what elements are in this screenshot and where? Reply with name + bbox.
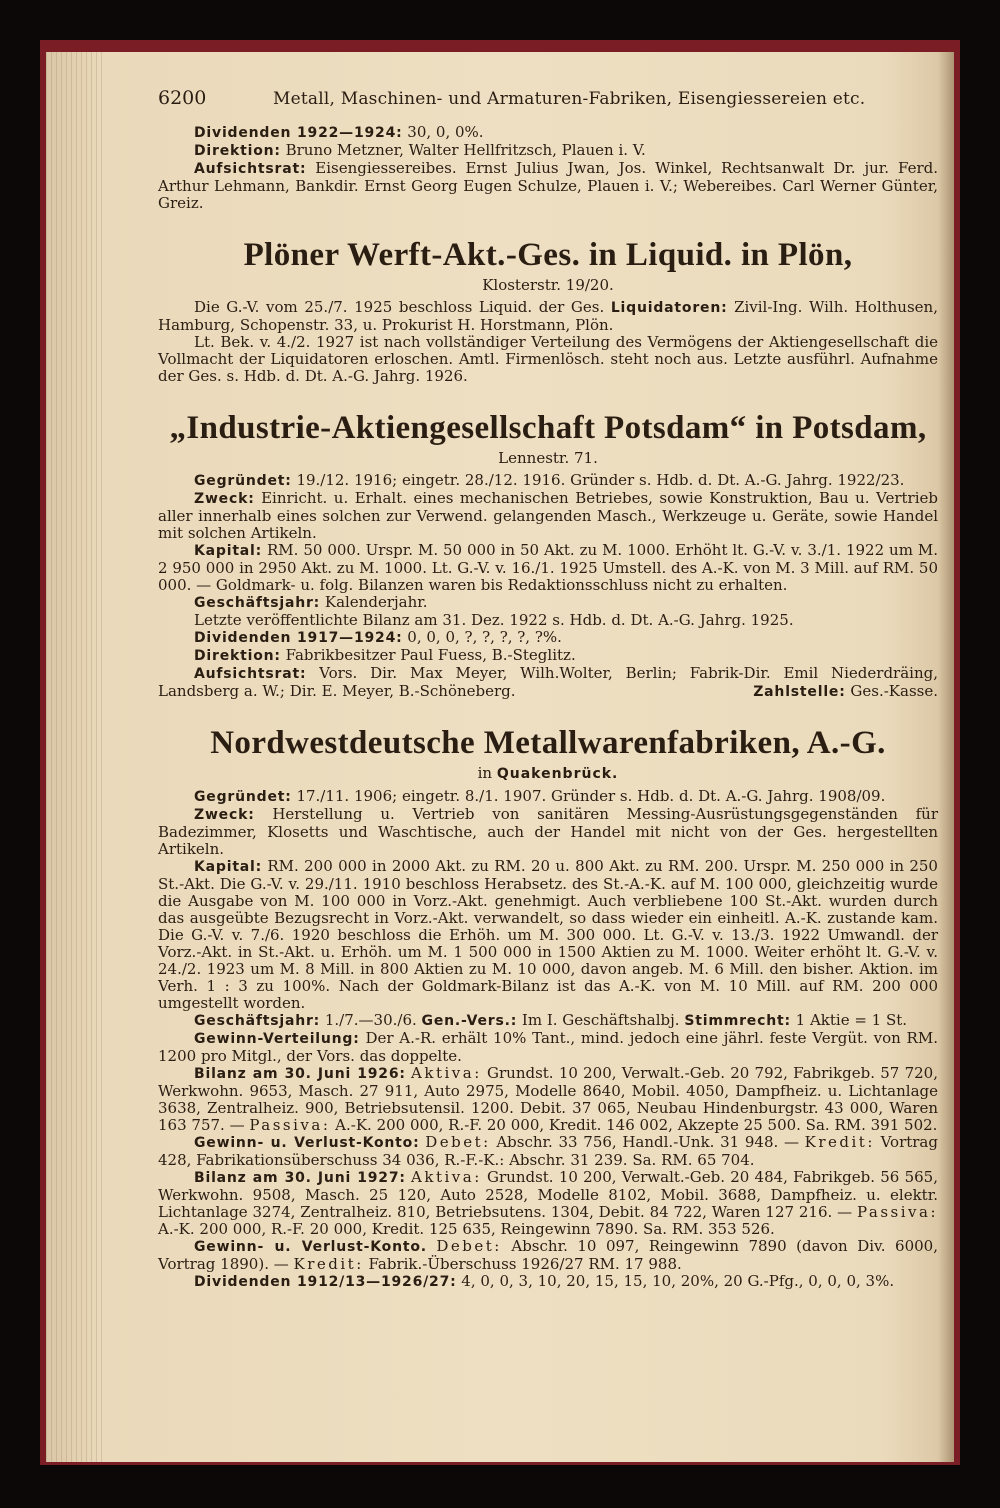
aktiva-label: Aktiva:: [411, 1168, 482, 1186]
debet-label: Debet:: [436, 1237, 502, 1255]
field-text: Abschr. 10 097, Reingewinn 7890 (davon Div. 6000, Vortrag 1890). —: [158, 1237, 938, 1273]
entry-title: Nordwestdeutsche Metallwarenfabriken, A.-G.: [210, 725, 886, 761]
page-number: 6200: [158, 87, 207, 109]
field-text: 0, 0, 0, ?, ?, ?, ?, ?%.: [407, 628, 562, 646]
paragraph: [158, 1134, 938, 1169]
field-text: 1 Aktie = 1 St.: [795, 1011, 908, 1029]
field-label: Gegründet:: [194, 473, 292, 489]
field-text: Zivil-Ing. Wilh. Holthusen, Hamburg, Schopenstr. 33, u. Prokurist H. Horstmann, Plön.: [158, 298, 938, 334]
field-text: Bruno Metzner, Walter Hellfritzsch, Plauen i. V.: [285, 141, 646, 159]
field-label: Dividenden 1917—1924:: [194, 630, 403, 646]
paragraph: [158, 490, 938, 542]
paragraph: [158, 647, 938, 665]
location-prefix: in: [477, 764, 493, 782]
field-label: Dividenden 1912/13—1926/27:: [194, 1274, 457, 1290]
field-text: Grundst. 10 200, Verwalt.-Geb. 20 792, Fabrikgeb. 57 720, Werkwohn. 9653, Masch. 27 911, Auto 2975, Modelle 8640, Mobil. 4050, Dampfheiz. u. Lichtanlage 3638, Zentralheiz. 900, Betriebsutensil. 1200. Debit. 37 065, Neubau Hindenburgstr. 43 000, Waren 163 757. —: [158, 1064, 938, 1134]
field-text: Einricht. u. Erhalt. eines mechanischen Betriebes, sowie Konstruktion, Bau u. Vertrieb aller innerhalb eines solchen zur Verwend. gelangenden Masch., Werkzeuge u. Geräte, sowie Handel mit solchen Artikeln.: [158, 489, 938, 542]
paragraph: [158, 788, 938, 806]
debet-label: Debet:: [425, 1133, 491, 1151]
field-label: Aufsichtsrat:: [194, 161, 307, 177]
field-text: 30, 0, 0%.: [407, 123, 484, 141]
paragraph: [158, 806, 938, 858]
paragraph: [158, 472, 938, 490]
field-text: 1./7.—30./6.: [324, 1011, 417, 1029]
field-text: 19./12. 1916; eingetr. 28./12. 1916. Gründer s. Hdb. d. Dt. A.-G. Jahrg. 1922/23.: [296, 471, 905, 489]
field-text: Kalenderjahr.: [324, 593, 428, 611]
field-label: Direktion:: [194, 648, 281, 664]
field-label: Dividenden 1922—1924:: [194, 125, 403, 141]
page-header: [158, 87, 938, 109]
field-text: 4, 0, 0, 3, 10, 20, 15, 15, 10, 20%, 20 G.-Pfg., 0, 0, 0, 3%.: [461, 1272, 895, 1290]
field-label: Kapital:: [194, 543, 263, 559]
field-label: Aufsichtsrat:: [194, 666, 307, 682]
paragraph: [158, 629, 938, 647]
passiva-label: Passiva:: [249, 1116, 331, 1134]
paragraph: [158, 542, 938, 594]
field-text: 17./11. 1906; eingetr. 8./1. 1907. Gründer s. Hdb. d. Dt. A.-G. Jahrg. 1908/09.: [296, 787, 886, 805]
paragraph: [158, 124, 938, 142]
field-label: Zweck:: [194, 807, 255, 823]
field-text: Vortrag 428, Fabrikationsüberschuss 34 036, R.-F.-K.: Abschr. 31 239. Sa. RM. 65 704.: [158, 1133, 938, 1169]
page-edge-stack: [46, 52, 106, 1462]
field-text: Die G.-V. vom 25./7. 1925 beschloss Liquid. der Ges.: [194, 298, 605, 316]
field-label: Direktion:: [194, 143, 281, 159]
field-text: RM. 200 000 in 2000 Akt. zu RM. 20 u. 800 Akt. zu RM. 200. Urspr. M. 250 000 in 250 St.-Akt. Die G.-V. v. 29./11. 1910 beschloss Herabsetz. des St.-A.-K. auf M. 100 000, gleichzeitig wurde die Ausgabe von M. 100 000 in Vorz.-Akt. genehmigt. Auch verbliebene 100 St.-Akt. wurden durch das ausgeübte Bezugsrecht in Vorz.-Akt. verwandelt, so dass wieder ein einheitl. A.-K. zustande kam. Die G.-V. v. 7./6. 1920 beschloss die Erhöh. um M. 300 000. Lt. G.-V. v. 13./3. 1922 Umwandl. der Vorz.-Akt. in St.-Akt. u. Erhöh. um M. 1 500 000 in 1500 Aktien zu M. 1000. Weiter erhöht lt. G.-V. v. 24./2. 1923 um M. 8 Mill. in 800 Aktien zu M. 10 000, davon angeb. M. 6 Mill. den bisher. Aktion. im Verh. 1 : 3 zu 100%. Nach der Goldmark-Bilanz ist das A.-K. von M. 10 Mill. auf RM. 200 000 umgestellt worden.: [158, 857, 938, 1012]
location-city: Quakenbrück.: [496, 766, 619, 782]
field-label: Zweck:: [194, 491, 255, 507]
document-page: [46, 52, 954, 1462]
field-label: Zahlstelle:: [753, 684, 846, 700]
field-text: Vors. Dir. Max Meyer, Wilh.Wolter, Berlin; Fabrik-Dir. Emil Niederdräing, Landsberg a. W.; Dir. E. Meyer, B.-Schöneberg.: [158, 664, 938, 700]
paragraph: Lt. Bek. v. 4./2. 1927 ist nach vollständiger Verteilung des Vermögens der Aktiengesellschaft die Vollmacht der Liquidatoren erloschen. Amtl. Firmenlösch. steht noch aus. Letzte ausführl. Aufnahme der Ges. s. Hdb. d. Dt. A.-G. Jahrg. 1926.: [158, 333, 938, 385]
field-text: Fabrik.-Überschuss 1926/27 RM. 17 988.: [368, 1255, 682, 1273]
paragraph: [158, 160, 938, 212]
field-label: Gen.-Vers.:: [421, 1013, 518, 1029]
page-binding-shadow: [938, 52, 954, 1462]
field-label: Bilanz am 30. Juni 1926:: [194, 1066, 406, 1082]
paragraph: [158, 299, 938, 334]
field-text: Im I. Geschäftshalbj.: [521, 1011, 680, 1029]
field-label: Bilanz am 30. Juni 1927:: [194, 1170, 406, 1186]
entry-potsdam: [158, 409, 938, 700]
field-label: Kapital:: [194, 859, 263, 875]
field-text: Grundst. 10 200, Verwalt.-Geb. 20 484, Fabrikgeb. 56 565, Werkwohn. 9508, Masch. 25 120, Auto 2528, Modelle 8102, Mobil. 3688, Dampfheiz. u. elektr. Lichtanlage 3274, Zentralheiz. 810, Betriebsutens. 1304, Debit. 84 722, Waren 127 216. —: [158, 1168, 938, 1221]
entry-address: Klosterstr. 19/20.: [482, 276, 614, 294]
paragraph: [158, 1065, 938, 1134]
field-text: RM. 50 000. Urspr. M. 50 000 in 50 Akt. zu M. 1000. Erhöht lt. G.-V. v. 3./1. 1922 um M. 2 950 000 in 2950 Akt. zu M. 1000. Lt. G.-V. v. 16./1. 1925 Umstell. des A.-K. von M. 3 Mill. auf RM. 50 000. — Goldmark- u. folg. Bilanzen waren bis Redaktionsschluss nicht zu erhalten.: [158, 541, 938, 594]
field-label: Liquidatoren:: [610, 300, 728, 316]
field-text: A.-K. 200 000, R.-F. 20 000, Kredit. 146 002, Akzepte 25 500. Sa. RM. 391 502.: [335, 1116, 938, 1134]
entry-title: „Industrie-Aktiengesellschaft Potsdam“ in Potsdam,: [169, 410, 927, 446]
field-text: Fabrikbesitzer Paul Fuess, B.-Steglitz.: [285, 646, 576, 664]
entry-title: Plöner Werft-Akt.-Ges. in Liquid. in Plön,: [243, 237, 853, 273]
paragraph: [158, 1012, 938, 1030]
passiva-label: Passiva:: [856, 1203, 938, 1221]
field-label: Geschäftsjahr:: [194, 1013, 321, 1029]
entry-address: Lennestr. 71.: [498, 449, 598, 467]
field-text: A.-K. 200 000, R.-F. 20 000, Kredit. 125 635, Reingewinn 7890. Sa. RM. 353 526.: [158, 1220, 775, 1238]
field-label: Gegründet:: [194, 789, 292, 805]
page-content: [158, 87, 938, 1291]
kredit-label: Kredit:: [293, 1255, 364, 1273]
paragraph: [158, 594, 938, 612]
paragraph: [158, 1169, 938, 1238]
field-label: Stimmrecht:: [684, 1013, 791, 1029]
field-text: Ges.-Kasse.: [850, 682, 938, 700]
field-text: Abschr. 33 756, Handl.-Unk. 31 948. —: [496, 1133, 799, 1151]
field-label: Gewinn- u. Verlust-Konto.: [194, 1239, 427, 1255]
field-label: Gewinn- u. Verlust-Konto:: [194, 1135, 420, 1151]
aktiva-label: Aktiva:: [411, 1064, 482, 1082]
paragraph: [158, 1030, 938, 1065]
running-title: Metall, Maschinen- und Armaturen-Fabriken, Eisengiessereien etc.: [273, 89, 866, 109]
top-entry: [158, 124, 938, 212]
paragraph: [158, 142, 938, 160]
kredit-label: Kredit:: [804, 1133, 875, 1151]
field-label: Geschäftsjahr:: [194, 595, 321, 611]
paragraph: [158, 1273, 938, 1291]
field-label: Gewinn-Verteilung:: [194, 1031, 360, 1047]
paragraph: [158, 1238, 938, 1273]
field-text: Der A.-R. erhält 10% Tant., mind. jedoch eine jährl. feste Vergüt. von RM. 1200 pro Mitgl., der Vors. das doppelte.: [158, 1029, 938, 1065]
zahlstelle: [717, 683, 938, 701]
entry-nordwest: [158, 724, 938, 1291]
paragraph: [158, 665, 938, 700]
field-text: Herstellung u. Vertrieb von sanitären Messing-Ausrüstungsgegenständen für Badezimmer, Klosetts und Waschtische, auch der Handel mit nicht von der Ges. hergestellten Artikeln.: [158, 805, 938, 858]
paragraph: [158, 858, 938, 1012]
entry-ploen: [158, 236, 938, 385]
field-text: Eisengiessereibes. Ernst Julius Jwan, Jos. Winkel, Rechtsanwalt Dr. jur. Ferd. Arthur Lehmann, Bankdir. Ernst Georg Eugen Schulze, Plauen i. V.; Webereibes. Carl Werner Günter, Greiz.: [158, 159, 938, 212]
entry-location: [158, 765, 938, 783]
paragraph: Letzte veröffentlichte Bilanz am 31. Dez. 1922 s. Hdb. d. Dt. A.-G. Jahrg. 1925.: [194, 611, 794, 629]
